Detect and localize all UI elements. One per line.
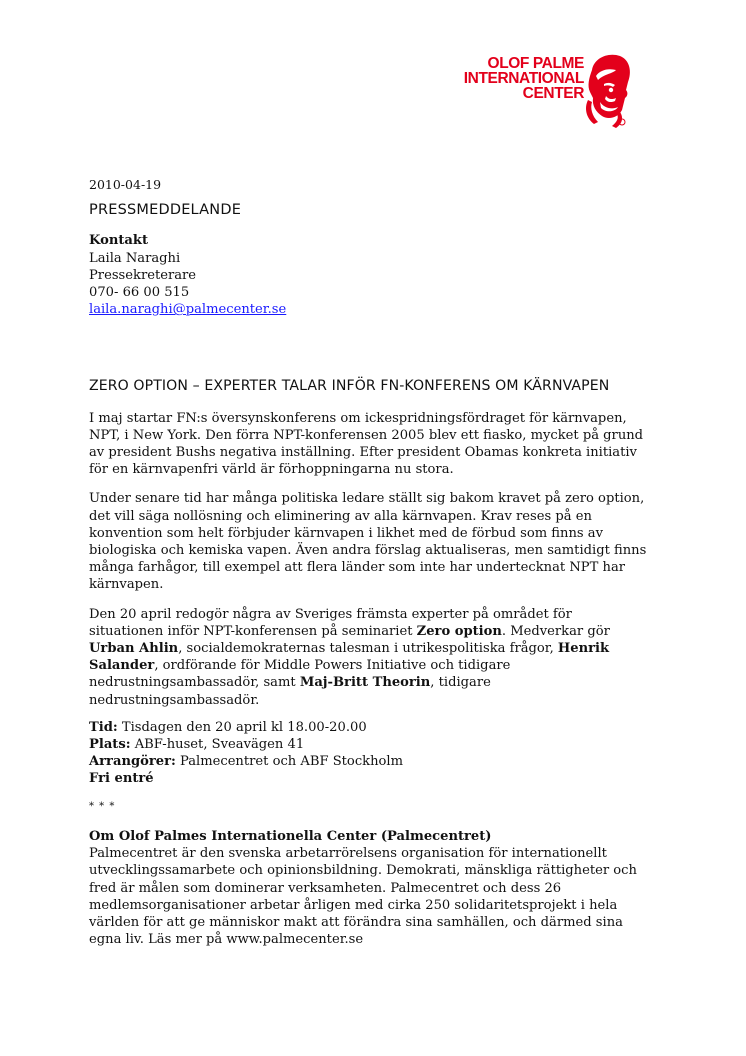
document-type: PRESSMEDDELANDE [89, 202, 242, 219]
contact-label: Kontakt [89, 233, 148, 249]
contact-block [89, 232, 649, 318]
seminar-text-1: Den 20 april redogör några av Sveriges främsta experter på området för situationen inför NPT-konferensen på seminariet [89, 606, 572, 639]
event-place-label: Plats: [89, 737, 131, 753]
contact-email-link[interactable]: laila.naraghi@palmecenter.se [89, 302, 287, 318]
olof-palme-portrait-icon [582, 52, 634, 130]
contact-role: Pressekreterare [89, 267, 197, 283]
event-organizers-value: Palmecentret och ABF Stockholm [175, 754, 404, 770]
event-place-value: ABF-huset, Sveavägen 41 [130, 737, 305, 753]
event-details [89, 719, 649, 788]
contact-phone: 070- 66 00 515 [89, 285, 190, 301]
logo-wordmark [458, 56, 584, 101]
section-separator: * * * [89, 800, 116, 812]
contact-name: Laila Naraghi [89, 250, 181, 266]
about-text: Palmecentret är den svenska arbetarrörelsens organisation för internationellt utvecklingssamarbete och opinionsbildning. Demokrati, mänskliga rättigheter och fred är målen som dominerar verksamheten. Palmecentret och dess 26 medlemsorganisationer arbetar årligen med cirka 250 solidaritetsprojekt i hela världen för att ge människor makt att förändra sina samhällen, och därmed sina egna liv. Läs mer på www.palmecenter.se [89, 846, 637, 948]
event-admission: Fri entré [89, 771, 154, 787]
paragraph-seminar [89, 606, 649, 709]
event-time [89, 719, 649, 736]
event-time-value: Tisdagen den 20 april kl 18.00-20.00 [117, 719, 367, 735]
logo-line-3: CENTER [522, 85, 584, 102]
speaker-urban-ahlin: Urban Ahlin [89, 641, 179, 657]
event-organizers [89, 753, 649, 770]
logo-line-2: INTERNATIONAL [463, 70, 584, 87]
speaker-maj-britt-theorin: Maj-Britt Theorin [299, 675, 431, 691]
seminar-text-5: , tidigare nedrustningsambassadör. [89, 675, 491, 708]
release-date: 2010-04-19 [89, 177, 162, 192]
seminar-title: Zero option [416, 623, 502, 639]
headline: ZERO OPTION – EXPERTER TALAR INFÖR FN-KONFERENS OM KÄRNVAPEN [89, 378, 610, 395]
organization-logo [458, 52, 634, 132]
paragraph-background: Under senare tid har många politiska ledare ställt sig bakom kravet på zero option, det vill säga nollösning och eliminering av alla kärnvapen. Krav reses på en konvention som helt förbjuder kärnvapen i likhet med de förbud som finns av biologiska och kemiska vapen. Även andra förslag aktualiseras, men samtidigt finns många farhågor, till exempel att flera länder som inte har undertecknat NPT har kärnvapen. [89, 491, 647, 593]
speaker-henrik-salander: Henrik Salander [89, 641, 610, 674]
event-time-label: Tid: [89, 719, 118, 735]
seminar-text-2: . Medverkar gör [501, 623, 610, 639]
seminar-text-4: , ordförande för Middle Powers Initiative och tidigare nedrustningsambassadör, samt [89, 658, 511, 691]
event-place [89, 736, 649, 753]
about-title: Om Olof Palmes Internationella Center (Palmecentret) [89, 828, 492, 844]
press-release [89, 176, 649, 948]
logo-line-1: OLOF PALME [487, 55, 584, 72]
paragraph-intro: I maj startar FN:s översynskonferens om ickespridningsfördraget för kärnvapen, NPT, i New York. Den förra NPT-konferensen 2005 blev ett fiasko, mycket på grund av president Bushs negativa inställning. Efter president Obamas konkreta initiativ för en kärnvapenfri värld är förhoppningarna nu stora. [89, 410, 644, 478]
seminar-text-3: , socialdemokraternas talesman i utrikespolitiska frågor, [178, 641, 558, 657]
event-organizers-label: Arrangörer: [89, 754, 176, 770]
